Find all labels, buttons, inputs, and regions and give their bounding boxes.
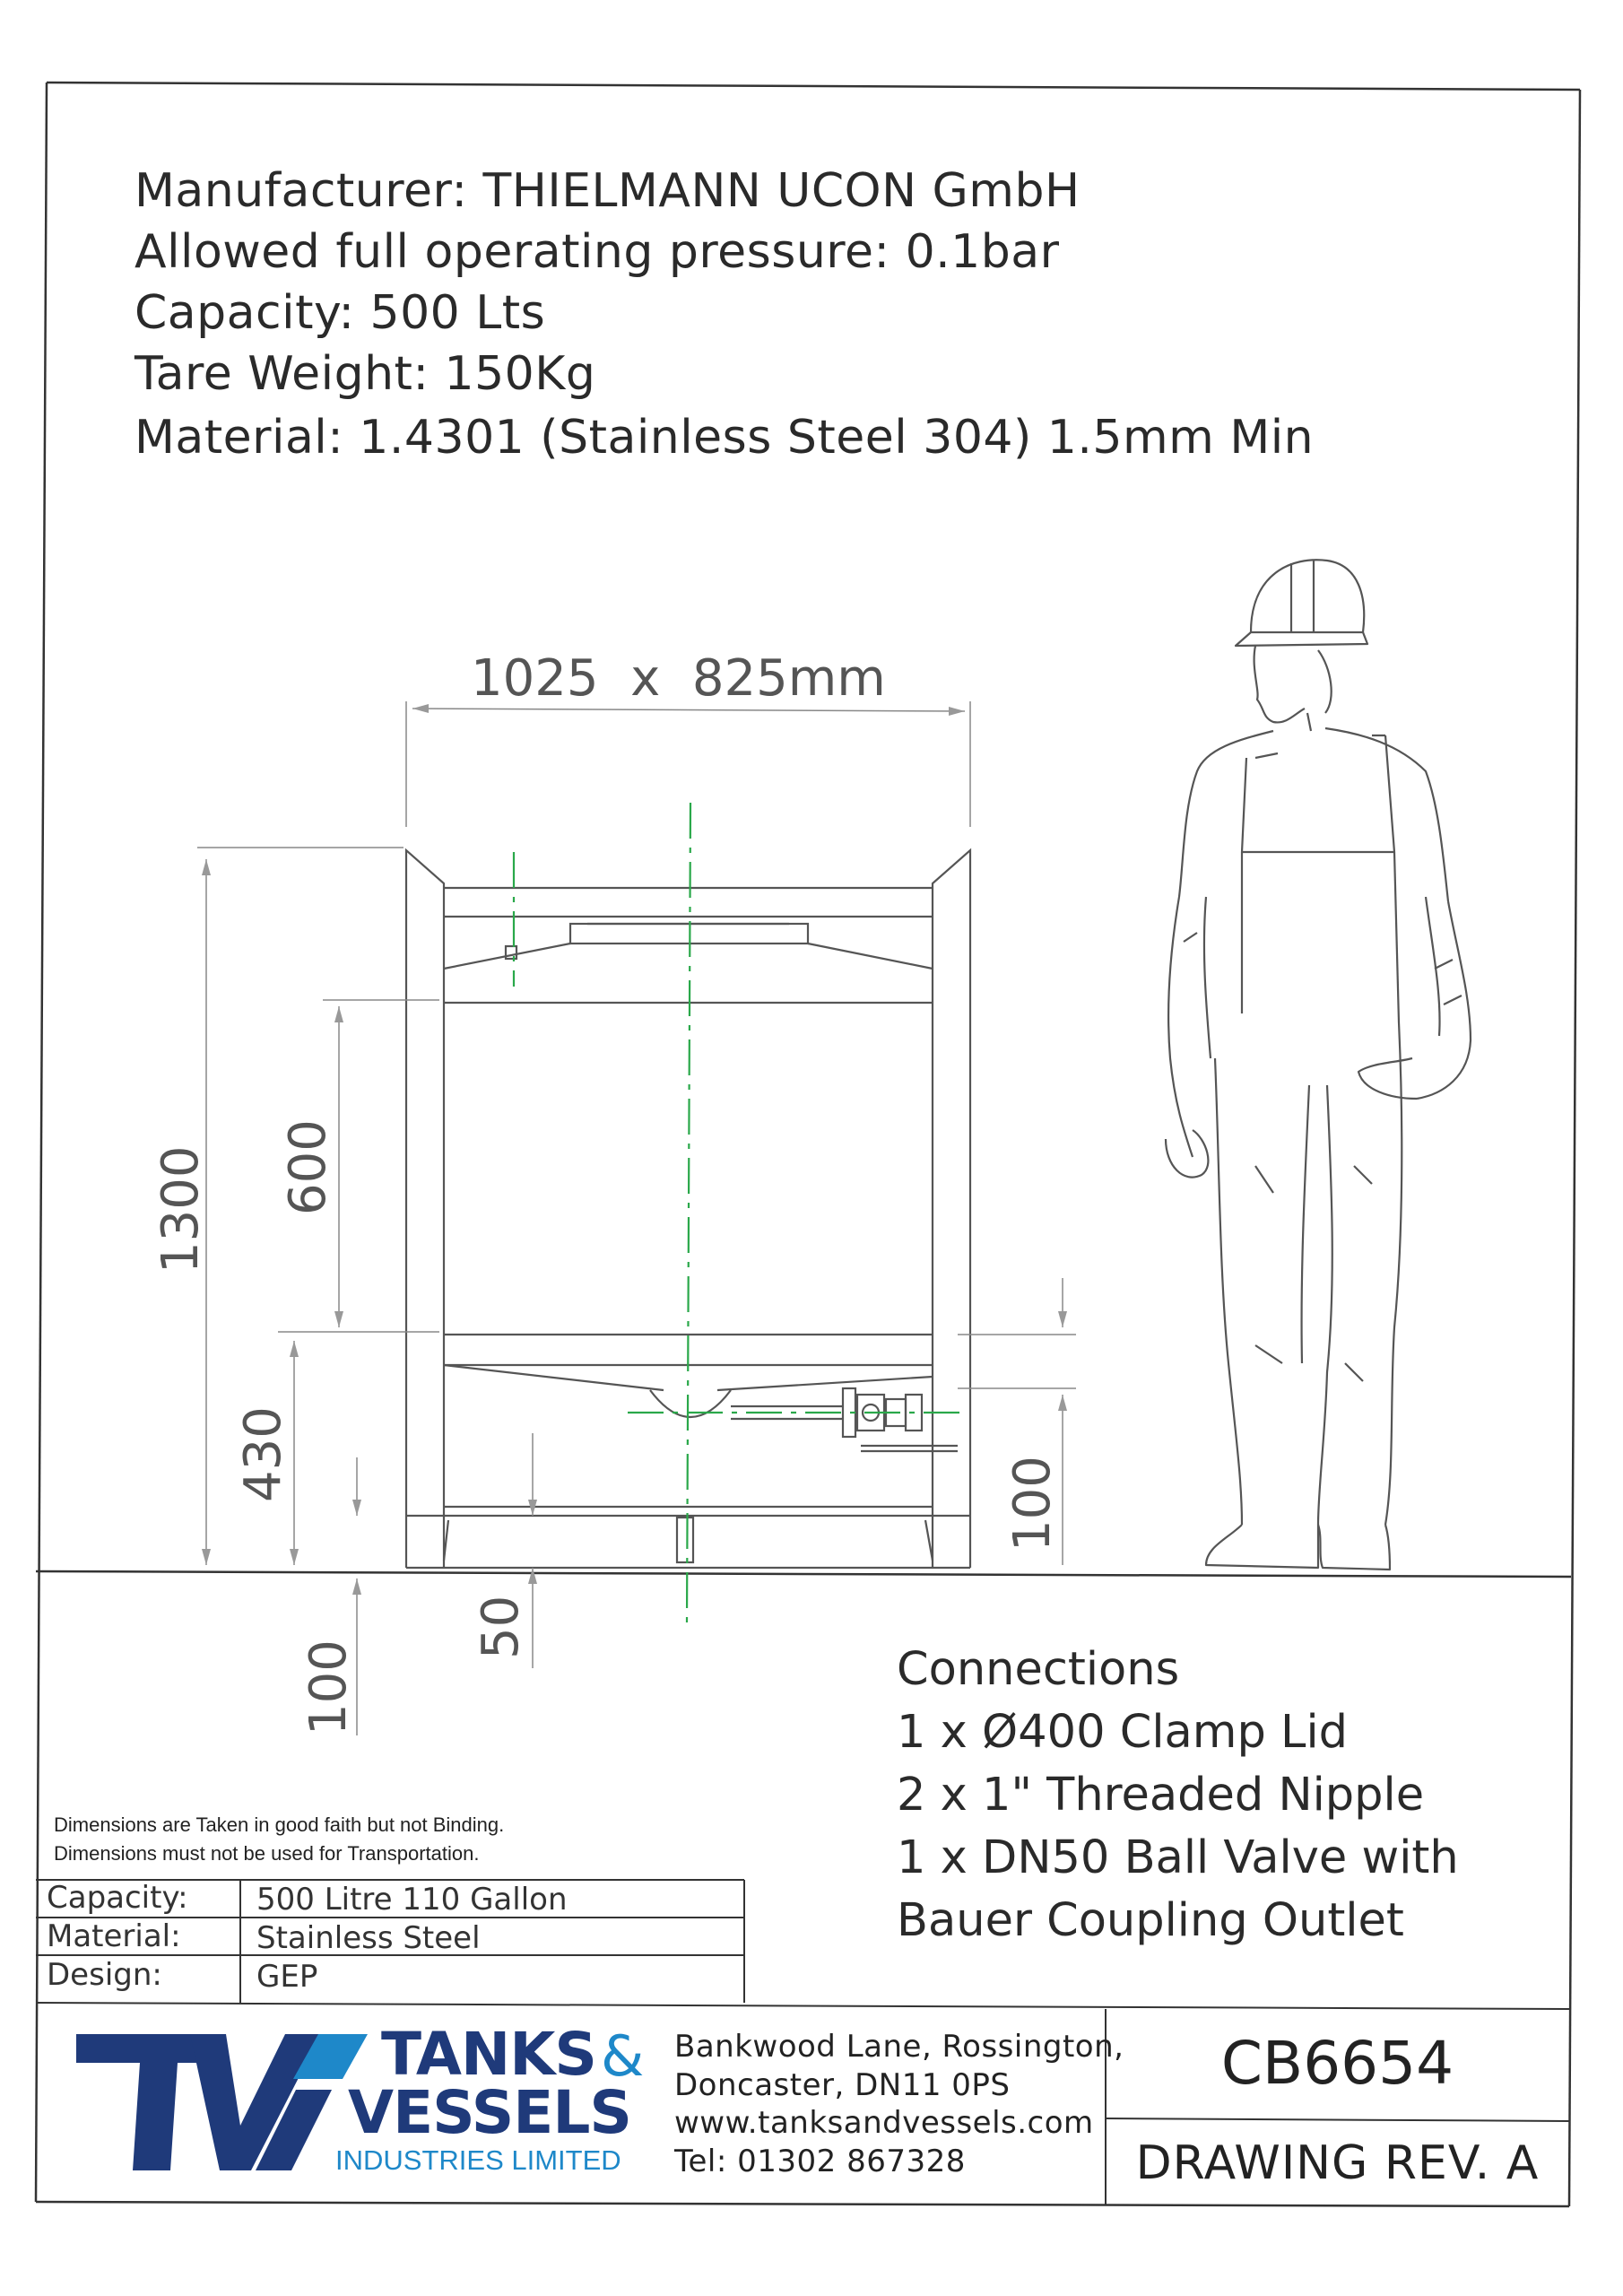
company-name-tanks: TANKS [381,2020,596,2089]
disclaimer-line: Dimensions are Taken in good faith but not Binding. [54,1813,505,1836]
centrelines [514,803,959,1623]
company-name-industries: INDUSTRIES LIMITED [335,2144,621,2176]
spec-capacity: Capacity: 500 Lts [135,286,546,340]
company-address-line: Bankwood Lane, Rossington, [674,2029,1124,2065]
connection-item: 2 x 1" Threaded Nipple [897,1769,1425,1822]
spec-manufacturer: Manufacturer: THIELMANN UCON GmbH [135,164,1081,218]
table-value-design: GEP [256,1959,318,1995]
connections-heading: Connections [897,1643,1180,1696]
connection-item: Bauer Coupling Outlet [897,1894,1404,1947]
company-ampersand: & [601,2023,645,2089]
dim-width-depth: 1025 x 825mm [471,649,886,708]
spec-pressure: Allowed full operating pressure: 0.1bar [135,225,1060,279]
table-label-design: Design: [47,1957,162,1993]
table-label-capacity: Capacity: [47,1880,188,1916]
connection-item: 1 x DN50 Ball Valve with [897,1831,1459,1884]
table-value-material: Stainless Steel [256,1920,481,1956]
spec-tare-weight: Tare Weight: 150Kg [135,347,596,401]
drawing-revision: DRAWING REV. A [1135,2136,1540,2190]
dimension-lines [197,701,1076,1735]
company-name-vessels: VESSELS [348,2078,631,2147]
table-label-material: Material: [47,1918,181,1954]
drawing-number: CB6654 [1220,2029,1454,2098]
connection-item: 1 x Ø400 Clamp Lid [897,1706,1349,1759]
company-address-line: Doncaster, DN11 0PS [674,2067,1011,2103]
company-logo-icon [76,2034,368,2170]
table-value-capacity: 500 Litre 110 Gallon [256,1882,568,1918]
dim-outlet-height: 100 [1003,1456,1062,1552]
dim-foot-left: 100 [299,1639,358,1735]
human-figure-icon [1166,560,1471,1570]
dim-body-height: 600 [279,1119,337,1215]
dim-foot-gap: 50 [472,1595,530,1659]
company-phone: Tel: 01302 867328 [674,2144,966,2179]
dim-lower-height: 430 [234,1406,292,1502]
spec-material: Material: 1.4301 (Stainless Steel 304) 1.5mm Min [135,411,1315,465]
dim-height-total: 1300 [152,1145,210,1274]
company-website-link[interactable]: www.tanksandvessels.com [674,2105,1094,2141]
disclaimer-line: Dimensions must not be used for Transportation. [54,1842,480,1865]
